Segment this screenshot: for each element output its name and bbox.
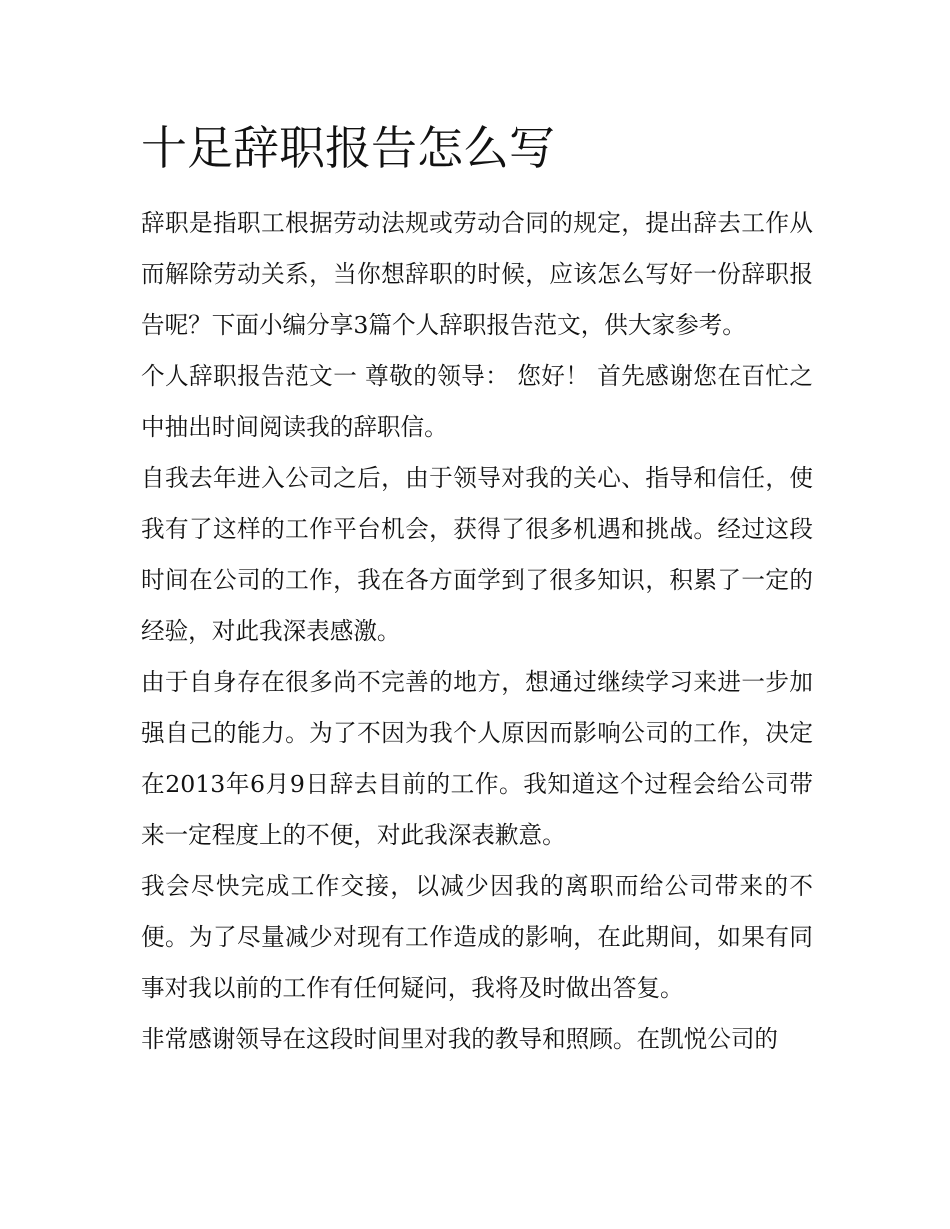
document-title: 十足辞职报告怎么写 — [141, 121, 555, 175]
document-body — [141, 118, 813, 1065]
paragraph-thanks: 非常感谢领导在这段时间里对我的教导和照顾。在凯悦公司的 — [141, 1025, 779, 1053]
paragraph-reason: 由于自身存在很多尚不完善的地方，想通过继续学习来进一步加强自己的能力。为了不因为我个人原因而影响公司的工作，决定在2013年6月9日辞去目前的工作。我知道这个过程会给公司带来一定程度上的不便，对此我深表歉意。 — [141, 668, 813, 849]
paragraph-gratitude: 自我去年进入公司之后，由于领导对我的关心、指导和信任，使我有了这样的工作平台机会，获得了很多机遇和挑战。经过这段时间在公司的工作，我在各方面学到了很多知识，积累了一定的经验，对此我深表感激。 — [141, 464, 813, 645]
paragraph-handover: 我会尽快完成工作交接，以减少因我的离职而给公司带来的不便。为了尽量减少对现有工作造成的影响，在此期间，如果有同事对我以前的工作有任何疑问，我将及时做出答复。 — [141, 872, 813, 1002]
paragraph-greeting: 个人辞职报告范文一 尊敬的领导： 您好！ 首先感谢您在百忙之中抽出时间阅读我的辞职信。 — [141, 362, 813, 441]
paragraph-intro: 辞职是指职工根据劳动法规或劳动合同的规定，提出辞去工作从而解除劳动关系，当你想辞职的时候，应该怎么写好一份辞职报告呢？下面小编分享3篇个人辞职报告范文，供大家参考。 — [141, 209, 813, 339]
